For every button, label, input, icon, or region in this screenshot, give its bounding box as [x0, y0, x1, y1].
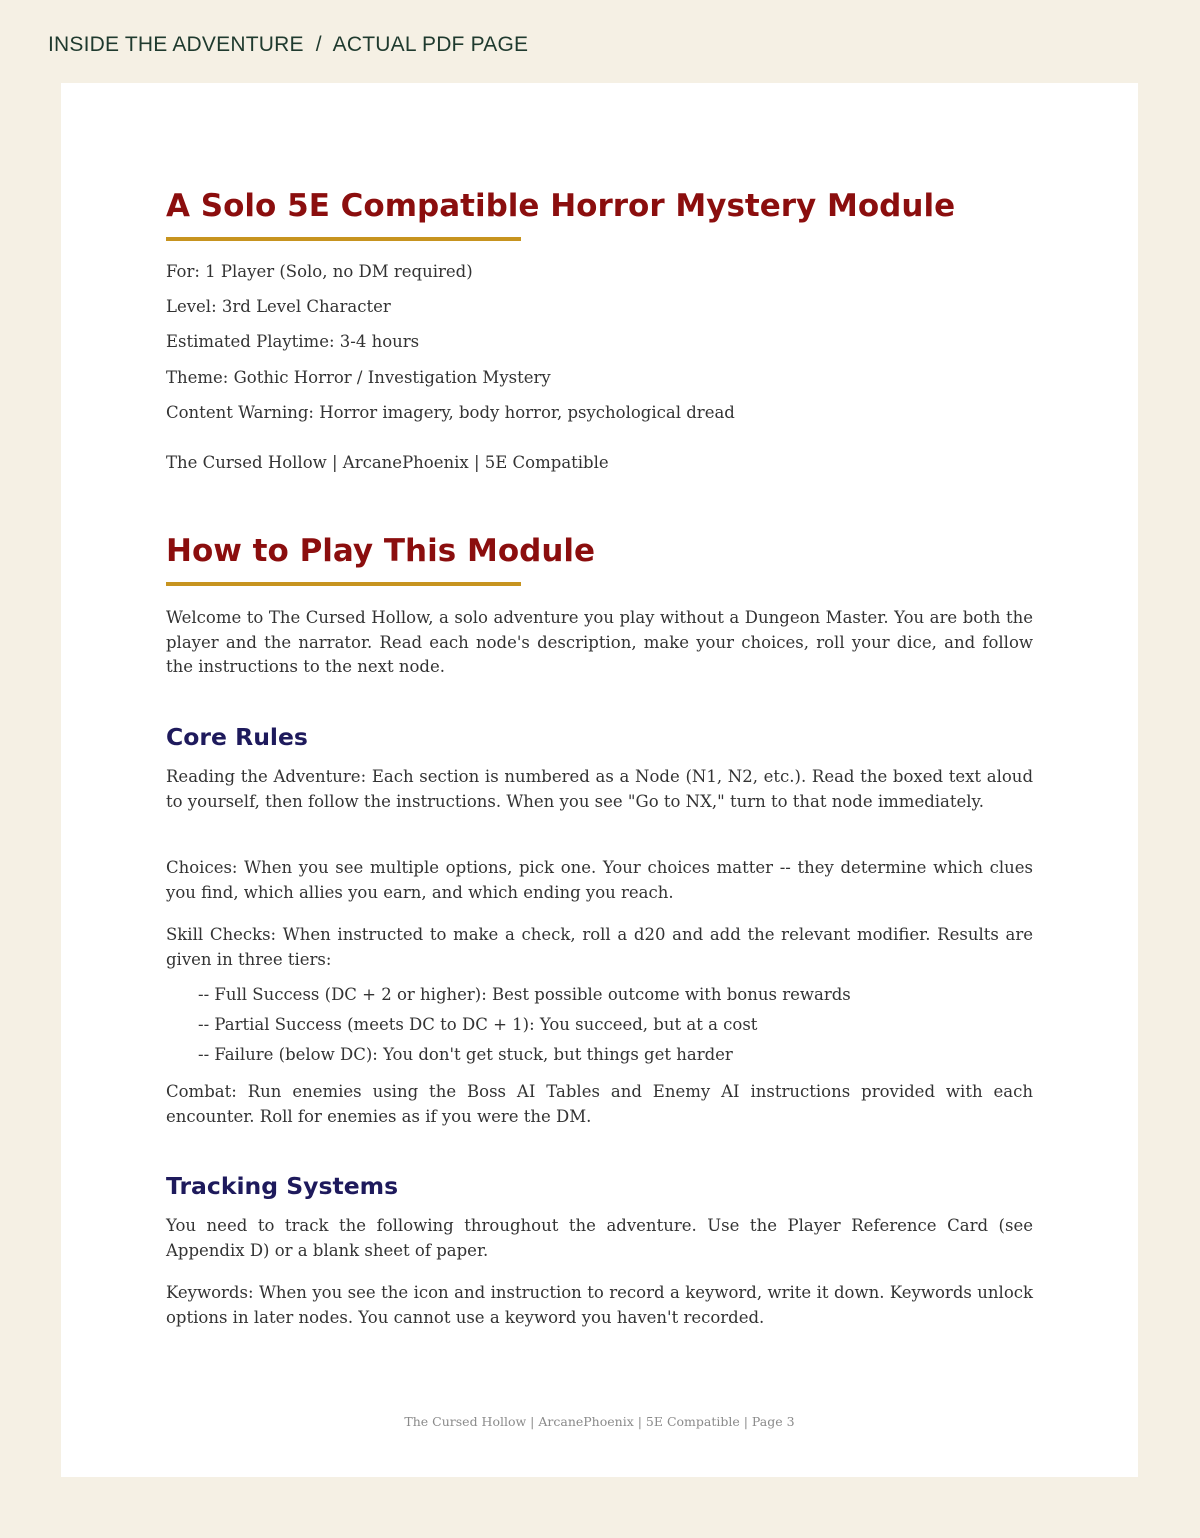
- choices-rule: Choices: When you see multiple options, pick one. Your choices matter -- they determine which clues you find, which allies you earn, and which ending you reach.: [166, 858, 1033, 902]
- pdf-page: [61, 83, 1138, 1477]
- reading-rule: Reading the Adventure: Each section is numbered as a Node (N1, N2, etc.). Read the boxed text aloud to yourself, then follow the instructions. When you see "Go to NX," turn to that node immediately.: [166, 767, 1033, 811]
- combat-rule: Combat: Run enemies using the Boss AI Tables and Enemy AI instructions provided with each encounter. Roll for enemies as if you were the DM.: [166, 1082, 1033, 1126]
- skill-checks-rule: Skill Checks: When instructed to make a check, roll a d20 and add the relevant modifier. Results are given in three tiers:: [166, 925, 1033, 969]
- core-rules-heading: Core Rules: [166, 723, 308, 751]
- meta-level: Level: 3rd Level Character: [166, 297, 391, 316]
- tier-partial-success: -- Partial Success (meets DC to DC + 1): You succeed, but at a cost: [198, 1015, 758, 1034]
- meta-theme: Theme: Gothic Horror / Investigation Mystery: [166, 368, 551, 387]
- section-underline: [166, 582, 521, 586]
- tier-failure: -- Failure (below DC): You don't get stuck, but things get harder: [198, 1045, 733, 1064]
- tracking-intro: You need to track the following throughout the adventure. Use the Player Reference Card (see Appendix D) or a blank sheet of paper.: [166, 1216, 1033, 1260]
- tier-full-success: -- Full Success (DC + 2 or higher): Best possible outcome with bonus rewards: [198, 985, 851, 1004]
- meta-players: For: 1 Player (Solo, no DM required): [166, 262, 473, 281]
- meta-playtime: Estimated Playtime: 3-4 hours: [166, 332, 420, 351]
- credit-line: The Cursed Hollow | ArcanePhoenix | 5E Compatible: [166, 453, 609, 472]
- meta-content-warning: Content Warning: Horror imagery, body horror, psychological dread: [166, 403, 735, 422]
- section-label: INSIDE THE ADVENTURE / ACTUAL PDF PAGE: [48, 33, 529, 56]
- keywords-rule: Keywords: When you see the icon and instruction to record a keyword, write it down. Keywords unlock options in later nodes. You cannot use a keyword you haven't recorded.: [166, 1283, 1033, 1327]
- tracking-heading: Tracking Systems: [166, 1172, 399, 1200]
- intro-paragraph: Welcome to The Cursed Hollow, a solo adventure you play without a Dungeon Master. You are both the player and the narrator. Read each node's description, make your choices, roll your dice, and follow the instructions to the next node.: [166, 608, 1033, 676]
- title-underline: [166, 237, 521, 241]
- module-title: A Solo 5E Compatible Horror Mystery Module: [166, 188, 956, 224]
- page-footer: The Cursed Hollow | ArcanePhoenix | 5E Compatible | Page 3: [404, 1414, 795, 1429]
- section-title: How to Play This Module: [166, 533, 596, 569]
